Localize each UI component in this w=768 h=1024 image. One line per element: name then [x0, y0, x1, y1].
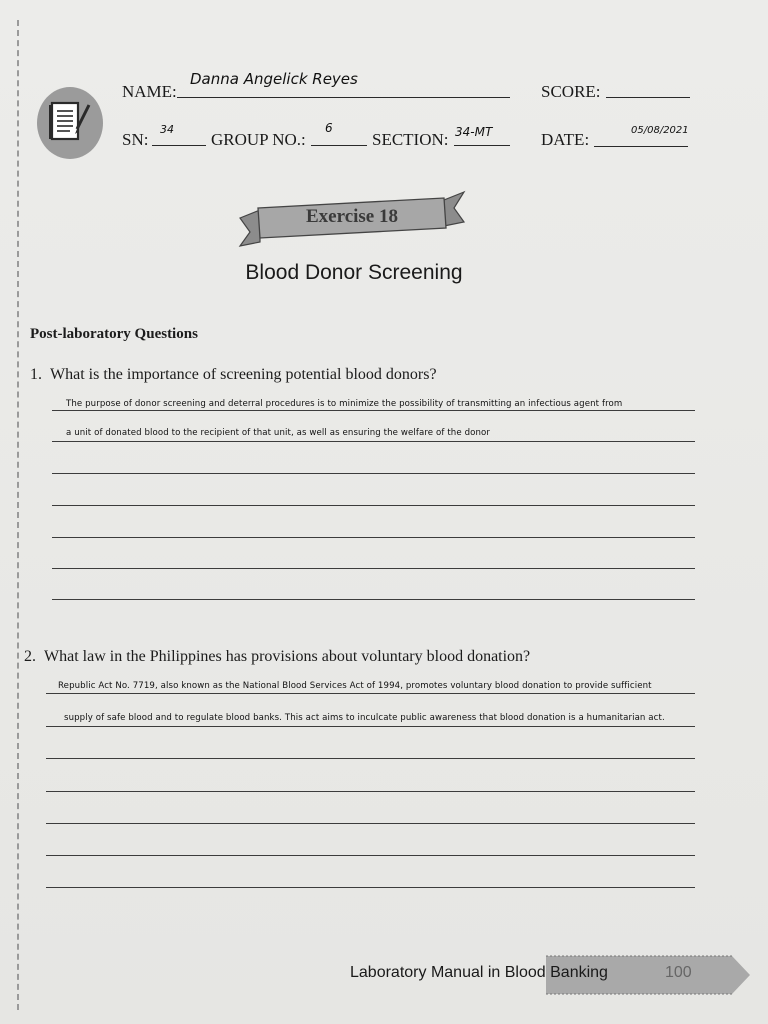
- question-2-number: 2.: [24, 648, 36, 665]
- answer-line: [46, 823, 695, 824]
- answer-1-line-1: The purpose of donor screening and deterral procedures is to minimize the possibility of transmitting an infectious agent from: [66, 399, 623, 409]
- exercise-number: Exercise 18: [306, 206, 398, 227]
- answer-line: [52, 537, 695, 538]
- page-title: Blood Donor Screening: [245, 261, 463, 284]
- sn-value: 34: [160, 123, 174, 136]
- exercise-banner: [238, 188, 466, 250]
- name-line: [177, 97, 510, 98]
- date-label: DATE:: [541, 130, 590, 149]
- name-value: Danna Angelick Reyes: [190, 70, 358, 88]
- answer-line: [52, 505, 695, 506]
- sn-line: [152, 145, 206, 146]
- question-2-text: What law in the Philippines has provisions about voluntary blood donation?: [44, 648, 531, 665]
- group-label: GROUP NO.:: [211, 130, 306, 149]
- section-line: [454, 145, 510, 146]
- question-1-number: 1.: [30, 366, 42, 383]
- binding-holes: [17, 20, 19, 1010]
- section-label: SECTION:: [372, 130, 449, 149]
- question-1: [30, 366, 437, 384]
- answer-line: [46, 726, 695, 727]
- answer-line: [46, 791, 695, 792]
- answer-line: [46, 887, 695, 888]
- answer-line: [52, 410, 695, 411]
- name-label: NAME:: [122, 82, 177, 101]
- date-line: [594, 146, 688, 147]
- group-value: 6: [325, 121, 333, 135]
- answer-line: [52, 473, 695, 474]
- answer-line: [46, 758, 695, 759]
- answer-line: [46, 693, 695, 694]
- answer-line: [52, 441, 695, 442]
- date-value: 05/08/2021: [631, 125, 689, 136]
- sn-label: SN:: [122, 130, 149, 149]
- answer-line: [46, 855, 695, 856]
- score-label: SCORE:: [541, 82, 601, 101]
- answer-line: [52, 568, 695, 569]
- question-2: [24, 648, 530, 666]
- answer-2-line-2: supply of safe blood and to regulate blood banks. This act aims to inculcate public awareness that blood donation is a humanitarian act.: [64, 713, 665, 723]
- answer-line: [52, 599, 695, 600]
- answer-2-line-1: Republic Act No. 7719, also known as the National Blood Services Act of 1994, promotes voluntary blood donation to provide sufficient: [58, 681, 652, 691]
- notebook-pencil-icon: [37, 87, 103, 159]
- question-1-text: What is the importance of screening potential blood donors?: [50, 366, 437, 383]
- footer-page-number: 100: [665, 964, 692, 981]
- score-line: [606, 97, 690, 98]
- group-line: [311, 145, 367, 146]
- footer-manual-title: Laboratory Manual in Blood Banking: [350, 964, 608, 981]
- section-heading: Post-laboratory Questions: [30, 326, 198, 342]
- answer-1-line-2: a unit of donated blood to the recipient of that unit, as well as ensuring the welfare of the donor: [66, 428, 491, 438]
- section-value: 34-MT: [455, 125, 493, 139]
